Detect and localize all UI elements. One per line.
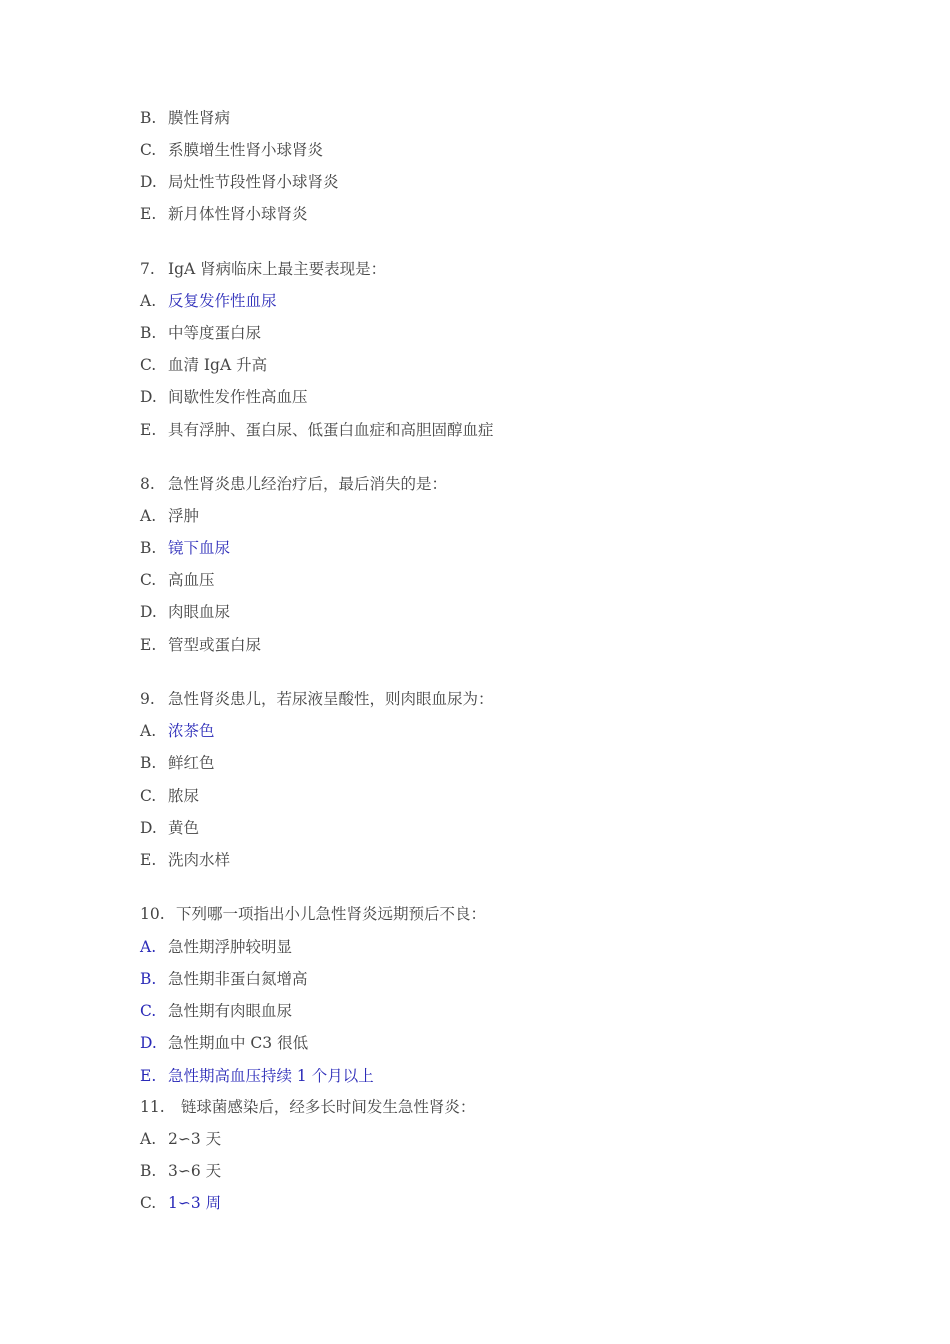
option-text: 高血压 [168, 571, 215, 589]
option-label: A. [140, 722, 157, 740]
option-label: D. [140, 173, 157, 191]
question-line [140, 259, 386, 279]
option-label: B. [140, 109, 157, 127]
question-line [140, 689, 494, 709]
option-text: 系膜增生性肾小球肾炎 [168, 141, 324, 159]
option-text: 急性期非蛋白氮增高 [168, 970, 308, 988]
option-text: 管型或蛋白尿 [168, 636, 262, 654]
option-text: 间歇性发作性高血压 [168, 388, 308, 406]
question-text: 链球菌感染后，经多长时间发生急性肾炎： [176, 1098, 476, 1116]
option-line [140, 538, 230, 558]
question-text: 急性肾炎患儿，若尿液呈酸性，则肉眼血尿为： [168, 690, 494, 708]
question-number: 8. [140, 475, 155, 493]
option-label: D. [140, 1034, 157, 1052]
option-line [140, 108, 230, 128]
question-text: 急性肾炎患儿经治疗后，最后消失的是： [168, 475, 448, 493]
option-text: 2∽3 天 [168, 1130, 222, 1148]
question-text: IgA 肾病临床上最主要表现是： [168, 260, 387, 278]
option-label: E. [140, 851, 157, 869]
option-line [140, 850, 230, 870]
option-line [140, 753, 215, 773]
option-text: 肉眼血尿 [168, 603, 231, 621]
option-line [140, 291, 277, 311]
option-line [140, 937, 292, 957]
option-label: B. [140, 754, 157, 772]
option-line [140, 602, 230, 622]
option-label: E. [140, 205, 157, 223]
option-text: 浓茶色 [168, 722, 215, 740]
option-line [140, 323, 261, 343]
question-text: 下列哪一项指出小儿急性肾炎远期预后不良： [176, 905, 487, 923]
option-line [140, 172, 339, 192]
option-line [140, 204, 308, 224]
option-label: B. [140, 324, 157, 342]
question-number: 9. [140, 690, 155, 708]
option-label: B. [140, 539, 157, 557]
option-label: D. [140, 388, 157, 406]
question-number: 10. [140, 905, 165, 923]
option-line [140, 1129, 221, 1149]
option-label: A. [140, 507, 157, 525]
option-line [140, 420, 494, 440]
option-label: A. [140, 938, 157, 956]
option-line [140, 387, 308, 407]
option-text: 1∽3 周 [168, 1194, 222, 1212]
option-label: A. [140, 292, 157, 310]
question-number: 11. [140, 1098, 165, 1116]
question-line [140, 904, 486, 924]
option-label: A. [140, 1130, 157, 1148]
option-text: 血清 IgA 升高 [168, 356, 268, 374]
option-text: 具有浮肿、蛋白尿、低蛋白血症和高胆固醇血症 [168, 421, 494, 439]
option-text: 反复发作性血尿 [168, 292, 277, 310]
option-line [140, 1066, 374, 1086]
option-text: 脓尿 [168, 787, 200, 805]
option-label: D. [140, 819, 157, 837]
option-label: C. [140, 571, 157, 589]
option-label: C. [140, 356, 157, 374]
option-label: E. [140, 1067, 157, 1085]
option-text: 急性期高血压持续 1 个月以上 [168, 1067, 374, 1085]
option-text: 急性期血中 C3 很低 [168, 1034, 309, 1052]
option-text: 急性期有肉眼血尿 [168, 1002, 293, 1020]
option-line [140, 570, 215, 590]
option-line [140, 506, 199, 526]
question-number: 7. [140, 260, 155, 278]
option-label: C. [140, 1002, 157, 1020]
question-line [140, 474, 447, 494]
option-label: C. [140, 787, 157, 805]
option-text: 3∽6 天 [168, 1162, 222, 1180]
option-text: 局灶性节段性肾小球肾炎 [168, 173, 339, 191]
question-line [140, 1097, 475, 1117]
option-text: 急性期浮肿较明显 [168, 938, 293, 956]
option-text: 膜性肾病 [168, 109, 231, 127]
option-text: 浮肿 [168, 507, 200, 525]
option-label: C. [140, 1194, 157, 1212]
option-line [140, 355, 267, 375]
option-text: 新月体性肾小球肾炎 [168, 205, 308, 223]
option-line [140, 721, 215, 741]
option-label: E. [140, 636, 157, 654]
option-line [140, 786, 199, 806]
option-label: B. [140, 1162, 157, 1180]
option-label: B. [140, 970, 157, 988]
option-line [140, 1161, 221, 1181]
option-line [140, 140, 323, 160]
option-text: 黄色 [168, 819, 200, 837]
option-line [140, 1001, 292, 1021]
option-line [140, 1193, 221, 1213]
option-text: 鲜红色 [168, 754, 215, 772]
option-text: 镜下血尿 [168, 539, 231, 557]
option-label: E. [140, 421, 157, 439]
option-text: 中等度蛋白尿 [168, 324, 262, 342]
option-line [140, 1033, 308, 1053]
option-line [140, 635, 261, 655]
option-text: 洗肉水样 [168, 851, 231, 869]
option-line [140, 969, 308, 989]
option-label: D. [140, 603, 157, 621]
option-label: C. [140, 141, 157, 159]
option-line [140, 818, 199, 838]
